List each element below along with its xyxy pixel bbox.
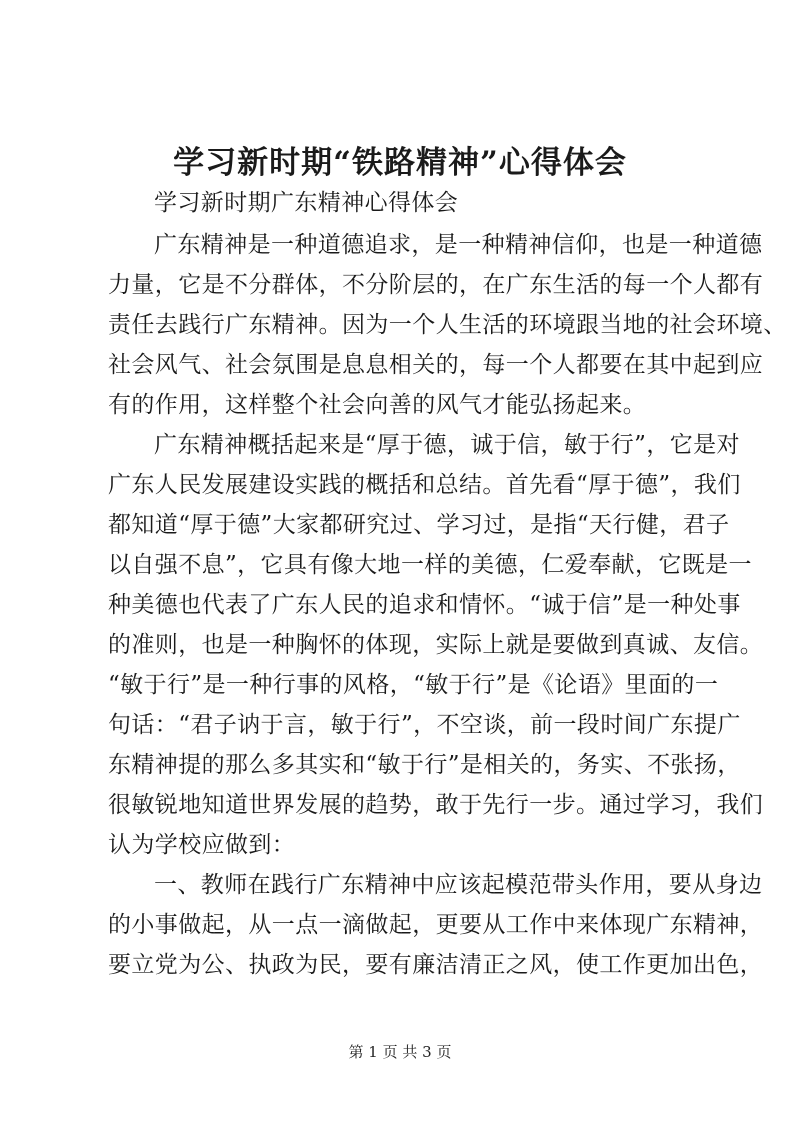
paragraph-line: 广东精神概括起来是“厚于德，诚于信，敏于行”，它是对	[154, 432, 740, 458]
paragraph-line: 很敏锐地知道世界发展的趋势，敢于先行一步。通过学习，我们	[108, 792, 764, 818]
paragraph-line: 以自强不息”，它具有像大地一样的美德，仁爱奉献，它既是一	[108, 552, 752, 578]
paragraph-line: 要立党为公、执政为民，要有廉洁清正之风，使工作更加出色，	[108, 952, 764, 978]
paragraph-line: 责任去践行广东精神。因为一个人生活的环境跟当地的社会环境、	[108, 312, 787, 338]
paragraph-line: 有的作用，这样整个社会向善的风气才能弘扬起来。	[108, 392, 647, 418]
paragraph-line: 的准则，也是一种胸怀的体现，实际上就是要做到真诚、友信。	[108, 632, 764, 658]
paragraph-line: 种美德也代表了广东人民的追求和情怀。“诚于信”是一种处事	[108, 592, 741, 618]
paragraph-line: 广东人民发展建设实践的概括和总结。首先看“厚于德”，我们	[108, 472, 741, 498]
paragraph-line: 社会风气、社会氛围是息息相关的，每一个人都要在其中起到应	[108, 352, 764, 378]
paragraph-line: 东精神提的那么多其实和“敏于行”是相关的，务实、不张扬，	[108, 752, 741, 778]
paragraph-line: 力量，它是不分群体，不分阶层的，在广东生活的每一个人都有	[108, 272, 764, 298]
paragraph-line: 广东精神是一种道德追求，是一种精神信仰，也是一种道德	[154, 232, 763, 258]
document-body	[108, 183, 787, 985]
paragraph-line: 的小事做起，从一点一滴做起，更要从工作中来体现广东精神，	[108, 912, 764, 938]
document-title: 学习新时期“铁路精神”心得体会	[173, 145, 627, 181]
paragraph-line: “敏于行”是一种行事的风格，“敏于行”是《论语》里面的一	[108, 672, 719, 698]
subtitle-line: 学习新时期广东精神心得体会	[154, 190, 459, 216]
paragraph-line: 一、教师在践行广东精神中应该起模范带头作用，要从身边	[154, 872, 763, 898]
paragraph-line: 认为学校应做到：	[108, 832, 296, 858]
paragraph-line: 句话：“君子讷于言，敏于行”，不空谈，前一段时间广东提广	[108, 712, 741, 738]
paragraph-line: 都知道“厚于德”大家都研究过、学习过，是指“天行健，君子	[108, 512, 730, 538]
page-footer: 第 1 页 共 3 页	[348, 1043, 452, 1061]
